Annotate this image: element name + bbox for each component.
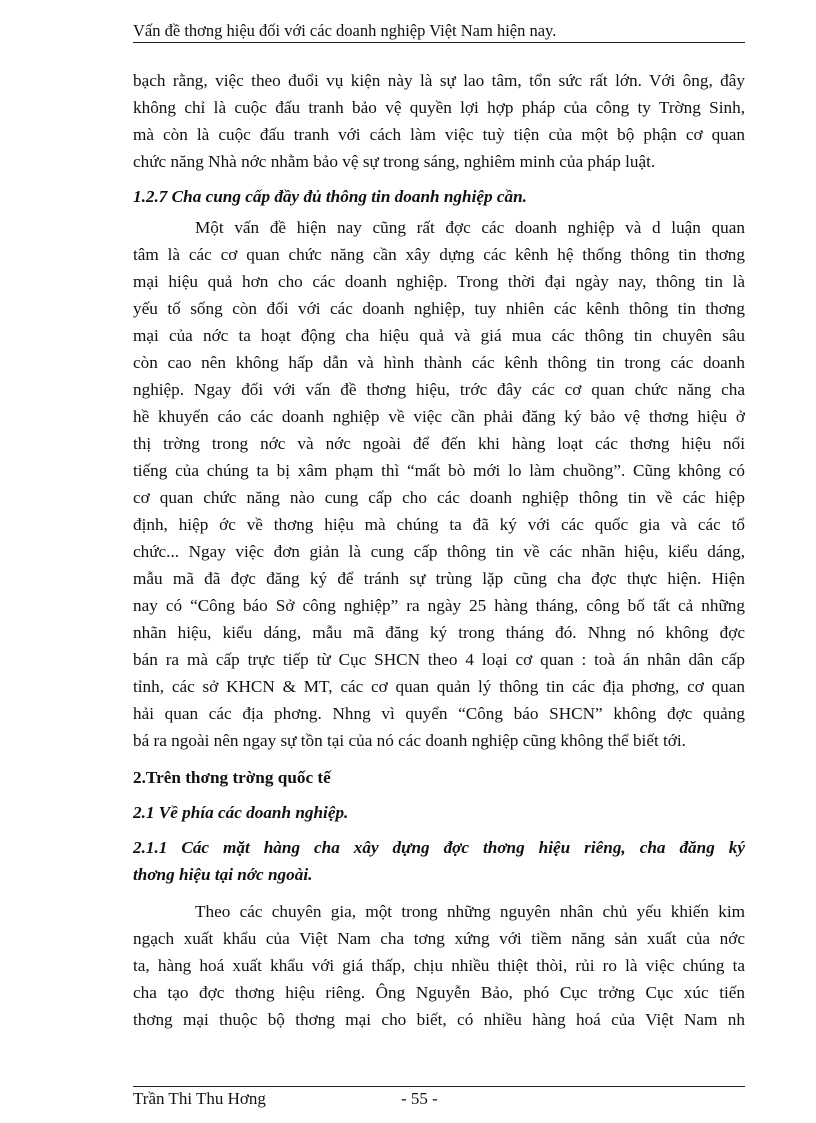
paragraph-line: cha tạo đợc thơng hiệu riêng. Ông Nguyễn Bảo, phó Cục trởng Cục xúc tiến	[133, 983, 745, 1002]
paragraph-line: cơ quan chức năng nào cung cấp cho các doanh nghiệp thông tin về các hiệp	[133, 488, 745, 507]
section-heading: 2.1.1 Các mặt hàng cha xây dựng đợc thơng hiệu riêng, cha đăng ký	[133, 838, 745, 857]
paragraph-line: thơng mại thuộc bộ thơng mại cho biết, có nhiều hàng hoá của Việt Nam nh	[133, 1010, 745, 1029]
paragraph-line: thị trờng trong nớc và nớc ngoài để đến khi hàng loạt các thơng hiệu nổi	[133, 434, 745, 453]
paragraph-line: nay có “Công báo Sở công nghiệp” ra ngày 25 hàng tháng, công bố tất cả những	[133, 596, 745, 615]
page-number: - 55 -	[401, 1089, 438, 1108]
page-body	[133, 67, 745, 1033]
page-footer	[133, 1086, 745, 1111]
page-header	[133, 20, 745, 43]
paragraph-line: yếu tố sống còn đối với các doanh nghiệp, tuy nhiên các kênh thông tin thơng	[133, 299, 745, 318]
paragraph-line: Một vấn đề hiện nay cũng rất đợc các doanh nghiệp và d luận quan	[195, 218, 745, 237]
paragraph-line: mại hiệu quả hơn cho các doanh nghiệp. Trong thời đại ngày nay, thông tin là	[133, 272, 745, 291]
section-heading: 1.2.7 Cha cung cấp đầy đủ thông tin doanh nghiệp cần.	[133, 187, 527, 206]
paragraph-line: bá ra ngoài nên ngay sự tồn tại của nó các doanh nghiệp cũng không thể biết tới.	[133, 731, 686, 750]
paragraph-line: mẫu mã đã đợc đăng ký để tránh sự trùng lặp cũng cha đợc thực hiện. Hiện	[133, 569, 745, 588]
paragraph-line: mà còn là cuộc đấu tranh với cách làm việc tuỳ tiện của một bộ phận cơ quan	[133, 125, 745, 144]
paragraph-line: Theo các chuyên gia, một trong những nguyên nhân chủ yếu khiến kim	[195, 902, 745, 921]
paragraph-line: chức... Ngay việc đơn giản là cung cấp thông tin về các nhãn hiệu, kiểu dáng,	[133, 542, 745, 561]
paragraph-line: không chỉ là cuộc đấu tranh bảo vệ quyền lợi hợp pháp của công ty Trờng Sinh,	[133, 98, 745, 117]
paragraph-line: tỉnh, các sở KHCN & MT, các cơ quan quản lý thông tin các địa phơng, cơ quan	[133, 677, 745, 696]
paragraph-line: ta, hàng hoá xuất khẩu với giá thấp, chịu nhiều thiệt thòi, rủi ro là việc chúng ta	[133, 956, 745, 975]
paragraph-line: còn cao nên không hấp dẫn và hình thành các kênh thông tin trong các doanh	[133, 353, 745, 372]
paragraph-line: hải quan các địa phơng. Nhng vì quyển “Công báo SHCN” không đợc quảng	[133, 704, 745, 723]
section-heading: 2.1 Về phía các doanh nghiệp.	[133, 803, 349, 822]
header-title: Vấn đề thơng hiệu đối với các doanh nghiệp Việt Nam hiện nay.	[133, 21, 557, 40]
paragraph-line: nghiệp. Ngay đối với vấn đề thơng hiệu, trớc đây các cơ quan chức năng cha	[133, 380, 745, 399]
paragraph-line: nhãn hiệu, kiểu dáng, mẫu mã đăng ký trong tháng đó. Nhng nó không đợc	[133, 623, 745, 642]
section-heading: 2.Trên thơng trờng quốc tế	[133, 768, 331, 787]
section-heading: thơng hiệu tại nớc ngoài.	[133, 865, 313, 884]
footer-author: Trần Thi Thu Hơng	[133, 1089, 266, 1108]
paragraph-line: định, hiệp ớc về thơng hiệu mà chúng ta đã ký với các quốc gia và các tổ	[133, 515, 745, 534]
paragraph-line: ngạch xuất khẩu của Việt Nam cha tơng xứng với tiềm năng sản xuất của nớc	[133, 929, 745, 948]
paragraph-line: hề khuyến cáo các doanh nghiệp về việc cần phải đăng ký bảo vệ thơng hiệu ở	[133, 407, 745, 426]
paragraph-line: tiếng của chúng ta bị xâm phạm thì “mất bò mới lo làm chuồng”. Cũng không có	[133, 461, 745, 480]
paragraph-line: bạch rằng, việc theo đuổi vụ kiện này là sự lao tâm, tổn sức rất lớn. Với ông, đây	[133, 71, 745, 90]
paragraph-line: chức năng Nhà nớc nhằm bảo vệ sự trong sáng, nghiêm minh của pháp luật.	[133, 152, 656, 171]
paragraph-line: tâm là các cơ quan chức năng cần xây dựng các kênh hệ thống thông tin thơng	[133, 245, 745, 264]
paragraph-line: mại của nớc ta hoạt động cha hiệu quả và giá mua các thông tin chuyên sâu	[133, 326, 745, 345]
paragraph-line: bán ra mà cấp trực tiếp từ Cục SHCN theo 4 loại cơ quan : toà án nhân dân cấp	[133, 650, 745, 669]
